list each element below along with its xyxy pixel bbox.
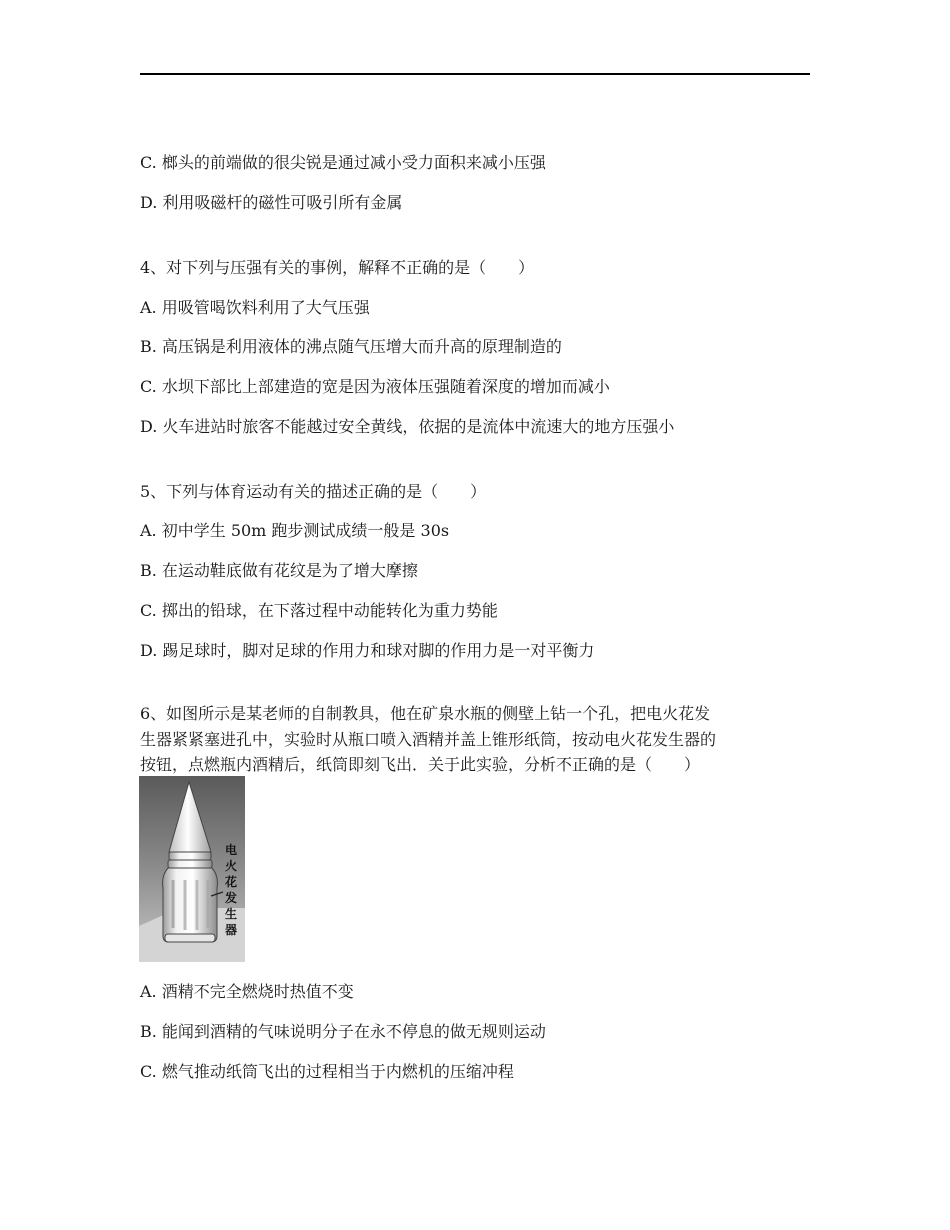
question-6-stem-line-3: 按钮，点燃瓶内酒精后，纸筒即刻飞出．关于此实验，分析不正确的是（ ） (140, 755, 701, 774)
bottle-illustration (139, 776, 245, 962)
bottle-figure (139, 776, 245, 962)
figure-label-char: 生 (225, 907, 238, 921)
bottle-base (165, 934, 215, 942)
question-5-stem: 5、下列与体育运动有关的描述正确的是（ ） (140, 482, 487, 501)
figure-label-char: 器 (225, 923, 238, 937)
question-6-option-a: A. 酒精不完全燃烧时热值不变 (140, 982, 354, 1001)
figure-label-char: 电 (225, 843, 238, 857)
question-4-option-c: C. 水坝下部比上部建造的宽是因为液体压强随着深度的增加而减小 (140, 377, 610, 396)
option-c: C. 榔头的前端做的很尖锐是通过减小受力面积来减小压强 (140, 153, 546, 172)
question-5-option-d: D. 踢足球时，脚对足球的作用力和球对脚的作用力是一对平衡力 (140, 641, 595, 660)
option-d: D. 利用吸磁杆的磁性可吸引所有金属 (140, 193, 403, 212)
question-6-option-b: B. 能闻到酒精的气味说明分子在永不停息的做无规则运动 (140, 1022, 546, 1041)
question-6-stem-line-1: 6、如图所示是某老师的自制教具，他在矿泉水瓶的侧壁上钻一个孔，把电火花发 (140, 704, 711, 723)
question-4-option-d: D. 火车进站时旅客不能越过安全黄线，依据的是流体中流速大的地方压强小 (140, 417, 675, 436)
question-5-option-a: A. 初中学生 50m 跑步测试成绩一般是 30s (140, 521, 450, 540)
question-5-option-c: C. 掷出的铅球，在下落过程中动能转化为重力势能 (140, 601, 498, 620)
bottle-ring-1 (169, 852, 211, 860)
header-rule (140, 73, 810, 75)
question-6-stem-line-2: 生器紧紧塞进孔中，实验时从瓶口喷入酒精并盖上锥形纸筒，按动电火花发生器的 (140, 730, 717, 749)
question-5-option-b: B. 在运动鞋底做有花纹是为了增大摩擦 (140, 561, 418, 580)
question-4-option-b: B. 高压锅是利用液体的沸点随气压增大而升高的原理制造的 (140, 337, 562, 356)
question-4-stem: 4、对下列与压强有关的事例，解释不正确的是（ ） (140, 258, 535, 277)
question-6-option-c: C. 燃气推动纸筒飞出的过程相当于内燃机的压缩冲程 (140, 1062, 514, 1081)
question-4-option-a: A. 用吸管喝饮料利用了大气压强 (140, 298, 370, 317)
figure-label-char: 火 (225, 859, 238, 873)
figure-label-char: 花 (225, 875, 238, 889)
figure-label-char: 发 (225, 891, 238, 905)
bottle-ring-2 (168, 860, 212, 868)
